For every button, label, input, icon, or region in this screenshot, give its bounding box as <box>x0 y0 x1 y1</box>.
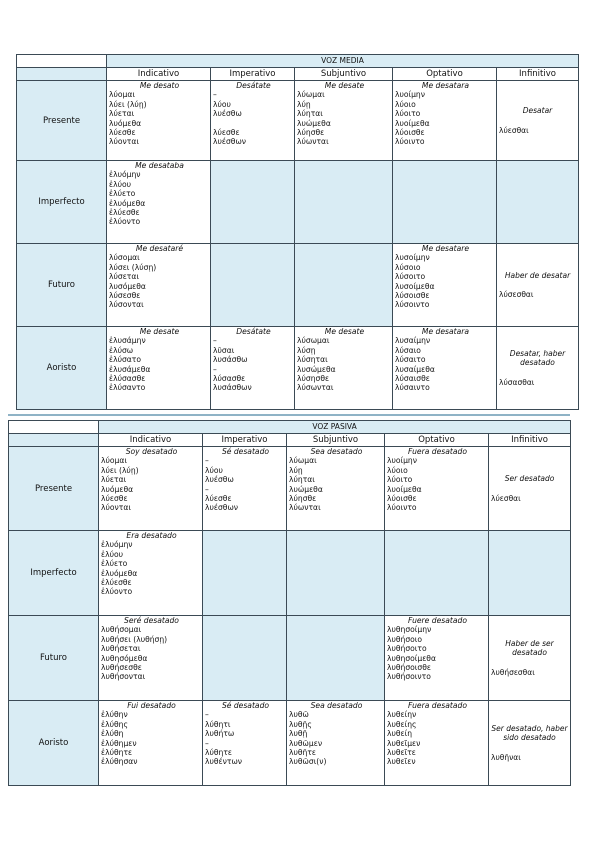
verb-form: ἐλύσαντο <box>109 383 146 393</box>
verb-form: λυσάσθων <box>213 383 252 393</box>
gloss-text: Me desate <box>139 327 180 336</box>
gloss-text: Me desatare <box>421 244 470 253</box>
infinitivo-form: λύσασθαι <box>499 377 535 387</box>
verb-form: λύεσθε <box>101 494 128 504</box>
gloss-text: Fuera desatado <box>408 701 467 710</box>
verb-form: λύωνται <box>289 503 321 513</box>
infinitivo-form: λύσεσθαι <box>499 290 534 299</box>
verb-form: λύῃ <box>289 465 303 475</box>
tense-label: Presente <box>9 447 99 531</box>
verb-form: λυσόμεθα <box>109 281 146 291</box>
verb-form: λυθήσεται <box>101 644 141 654</box>
verb-form: λυθήτω <box>205 729 235 739</box>
verb-form: ἐλύσω <box>109 345 134 355</box>
conjugation-row <box>17 244 579 327</box>
verb-form: λυέσθων <box>205 503 239 513</box>
subjuntivo-empty-cell <box>287 531 385 616</box>
verb-form: λυθήσοιντο <box>387 672 431 682</box>
verb-form: λύοιο <box>395 99 416 109</box>
verb-form: λυθέντων <box>205 757 243 767</box>
col-header-indicativo: Indicativo <box>99 434 203 447</box>
verb-form: λυθήσει (λυθήσῃ) <box>101 634 168 644</box>
verb-form: λυθῶ <box>289 710 309 720</box>
verb-form: λυθήσοιο <box>387 634 423 644</box>
verb-form: λύωμαι <box>289 456 317 466</box>
verb-form: λῦσαι <box>213 345 235 355</box>
imperativo-cell <box>211 81 295 161</box>
verb-form: λυθήσοιτο <box>387 644 427 654</box>
optativo-cell <box>385 447 489 531</box>
verb-form: λύοιτο <box>387 475 413 485</box>
optativo-cell <box>393 327 497 410</box>
col-header-optativo: Optativo <box>393 68 497 81</box>
verb-form: λυσώμεθα <box>297 364 336 374</box>
gloss-text: Sé desatado <box>221 701 270 710</box>
col-header-indicativo: Indicativo <box>107 68 211 81</box>
verb-form: λυθείη <box>387 729 413 739</box>
subjuntivo-empty-cell <box>287 616 385 701</box>
verb-form: λύσει (λύσῃ) <box>109 262 157 272</box>
verb-form: λυθήσονται <box>101 672 146 682</box>
verb-form: ἐλυόμεθα <box>109 198 146 208</box>
verb-form: ἐλύσασθε <box>109 374 146 384</box>
gloss-text: Fuere desatado <box>408 616 467 625</box>
col-header-subjuntivo: Subjuntivo <box>287 434 385 447</box>
verb-form: λύσησθε <box>297 374 330 384</box>
verb-form: λύονται <box>101 503 131 513</box>
infinitivo-gloss: Ser desatado, haber sido desatado <box>491 723 568 743</box>
infinitivo-cell <box>497 327 579 410</box>
indicativo-cell <box>107 244 211 327</box>
verb-form: λύσοιο <box>395 262 421 272</box>
verb-form: ἐλύου <box>101 549 124 559</box>
verb-form: λύου <box>213 99 231 109</box>
indicativo-cell <box>107 161 211 244</box>
verb-form: λύθητι <box>205 719 231 729</box>
verb-form: λύθητε <box>205 748 233 758</box>
indicativo-cell <box>99 701 203 786</box>
subjuntivo-empty-cell <box>295 161 393 244</box>
voz-media-table <box>16 54 579 410</box>
infinitivo-cell <box>497 81 579 161</box>
verb-form: λύοιντο <box>395 137 425 147</box>
infinitivo-form: λυθῆναι <box>491 752 521 762</box>
section-divider <box>8 414 570 416</box>
tense-label: Imperfecto <box>17 161 107 244</box>
conjugation-row <box>17 327 579 410</box>
gloss-text: Soy desatado <box>125 447 178 456</box>
gloss-text: Sea desatado <box>310 447 363 456</box>
verb-form: λυοίμην <box>395 90 425 100</box>
verb-form: λυέσθω <box>205 475 234 485</box>
verb-form: ἐλύθητε <box>101 748 133 758</box>
gloss-text: Me desate <box>324 81 365 90</box>
imperativo-cell <box>211 327 295 410</box>
verb-form: λύῃ <box>297 99 311 109</box>
verb-form <box>213 119 294 128</box>
col-header-subjuntivo: Subjuntivo <box>295 68 393 81</box>
verb-form: λυθεῖμεν <box>387 738 421 748</box>
verb-form: λύσεται <box>109 272 139 282</box>
verb-form: λύηται <box>289 475 315 485</box>
verb-form: ἐλύοντο <box>101 587 133 597</box>
verb-form: ἐλύετο <box>101 559 128 569</box>
col-header-infinitivo: Infinitivo <box>497 68 579 81</box>
verb-form: λύει (λύῃ) <box>101 465 139 475</box>
conjugation-row <box>9 531 571 616</box>
verb-form: λυσάσθω <box>213 355 248 365</box>
verb-form: ἐλύσατο <box>109 355 142 365</box>
verb-form: λύει (λύῃ) <box>109 99 147 109</box>
infinitivo-cell <box>489 701 571 786</box>
verb-form: ἐλύθην <box>101 710 128 720</box>
indicativo-cell <box>107 81 211 161</box>
verb-form: λυθῇ <box>289 729 308 739</box>
gloss-text: Me desataré <box>135 244 184 253</box>
gloss-text: Desátate <box>236 81 271 90</box>
optativo-cell <box>385 701 489 786</box>
gloss-text: Desátate <box>236 327 271 336</box>
tense-label: Futuro <box>9 616 99 701</box>
verb-form: ἐλύθημεν <box>101 738 137 748</box>
verb-form: λυθείην <box>387 710 417 720</box>
gloss-text: Sé desatado <box>221 447 270 456</box>
verb-form: λύσονται <box>109 300 144 310</box>
imperativo-empty-cell <box>211 161 295 244</box>
verb-form: – <box>205 710 209 720</box>
verb-form: λύσοισθε <box>395 291 430 301</box>
verb-form: λυθήσοισθε <box>387 663 431 673</box>
col-header-infinitivo: Infinitivo <box>489 434 571 447</box>
verb-form: λυοίμην <box>387 456 417 466</box>
voz-pasiva-table <box>8 420 571 786</box>
verb-form: λυσοίμην <box>395 253 430 263</box>
imperativo-empty-cell <box>203 531 287 616</box>
verb-form: λύου <box>205 465 223 475</box>
verb-form: λυθῶμεν <box>289 738 323 748</box>
indicativo-cell <box>107 327 211 410</box>
optativo-cell <box>385 616 489 701</box>
gloss-text: Sea desatado <box>310 701 363 710</box>
verb-form: λυθῇς <box>289 719 312 729</box>
verb-form: λύεσθε <box>213 128 240 138</box>
imperativo-cell <box>203 701 287 786</box>
verb-form: – <box>205 738 209 748</box>
infinitivo-cell <box>489 447 571 531</box>
infinitivo-cell <box>489 616 571 701</box>
verb-form: λύσωμαι <box>297 336 330 346</box>
infinitivo-gloss: Desatar, haber desatado <box>509 348 566 368</box>
verb-form: λυσαίμεθα <box>395 364 435 374</box>
verb-form: ἐλύθησαν <box>101 757 138 767</box>
gloss-text: Me desatara <box>421 81 470 90</box>
conjugation-row <box>9 701 571 786</box>
verb-form: λυσαίμην <box>395 336 431 346</box>
verb-form: λύονται <box>109 137 139 147</box>
verb-form: λύεσθε <box>109 128 136 138</box>
verb-form: λυώμεθα <box>297 118 331 128</box>
verb-form: ἐλυόμεθα <box>101 568 138 578</box>
verb-form: ἐλύου <box>109 179 132 189</box>
verb-form: λυθεῖτε <box>387 748 416 758</box>
optativo-cell <box>393 81 497 161</box>
col-header-imperativo: Imperativo <box>211 68 295 81</box>
optativo-empty-cell <box>393 161 497 244</box>
subjuntivo-cell <box>295 81 393 161</box>
verb-form: λύοισθε <box>395 128 425 138</box>
verb-form: λύοιντο <box>387 503 417 513</box>
verb-form: λυθεῖεν <box>387 757 416 767</box>
verb-form: λυθῶσι(ν) <box>289 757 327 767</box>
verb-form: λύησθε <box>297 128 325 138</box>
tense-label: Futuro <box>17 244 107 327</box>
verb-form: ἐλύθης <box>101 719 128 729</box>
verb-form: λύησθε <box>289 494 317 504</box>
verb-form: – <box>213 364 217 374</box>
conjugation-row <box>9 616 571 701</box>
verb-form: λύωνται <box>297 137 329 147</box>
verb-form: λυθησοίμην <box>387 625 432 635</box>
tense-label: Imperfecto <box>9 531 99 616</box>
optativo-empty-cell <box>385 531 489 616</box>
infinitivo-cell <box>497 244 579 327</box>
infinitivo-gloss: Haber de ser desatado <box>505 638 554 658</box>
verb-form: ἐλυσάμεθα <box>109 364 151 374</box>
verb-form: λύοιο <box>387 465 408 475</box>
verb-form: – <box>205 456 209 466</box>
verb-form: λυοίμεθα <box>395 118 430 128</box>
verb-form: λυέσθω <box>213 109 242 119</box>
verb-form: λύσῃ <box>297 345 316 355</box>
verb-form: λυώμεθα <box>289 484 323 494</box>
verb-form: λύσομαι <box>109 253 140 263</box>
verb-form: – <box>213 90 217 100</box>
verb-form: λύεται <box>109 109 135 119</box>
row-header-corner <box>17 68 107 81</box>
verb-form: λυθείης <box>387 719 417 729</box>
subjuntivo-cell <box>295 327 393 410</box>
col-header-optativo: Optativo <box>385 434 489 447</box>
verb-form: λύσαιτο <box>395 355 426 365</box>
subjuntivo-cell <box>287 701 385 786</box>
row-header-corner <box>9 434 99 447</box>
infinitivo-form: λύεσθαι <box>499 125 529 135</box>
verb-form: λυσοίμεθα <box>395 281 435 291</box>
tense-label: Presente <box>17 81 107 161</box>
gloss-text: Me desato <box>139 81 180 90</box>
imperativo-empty-cell <box>203 616 287 701</box>
voz-pasiva-title: VOZ PASIVA <box>99 421 571 434</box>
verb-form: – <box>205 484 209 494</box>
verb-form: ἐλυόμην <box>109 170 141 180</box>
infinitivo-empty-cell <box>489 531 571 616</box>
verb-form: ἐλύεσθε <box>101 578 132 588</box>
verb-form: λύσοιτο <box>395 272 426 282</box>
imperativo-empty-cell <box>211 244 295 327</box>
tense-label: Aoristo <box>9 701 99 786</box>
verb-form: λυόμεθα <box>101 484 134 494</box>
gloss-text: Me desate <box>324 327 365 336</box>
conjugation-row <box>17 81 579 161</box>
indicativo-cell <box>99 531 203 616</box>
voz-media-title: VOZ MEDIA <box>107 55 579 68</box>
infinitivo-gloss: Haber de desatar <box>504 270 571 280</box>
verb-form: λύεται <box>101 475 127 485</box>
infinitivo-empty-cell <box>497 161 579 244</box>
table-corner <box>17 55 107 68</box>
indicativo-cell <box>99 616 203 701</box>
verb-form: ἐλύετο <box>109 189 136 199</box>
verb-form: λυέσθων <box>213 137 247 147</box>
verb-form: λύσασθε <box>213 374 246 384</box>
verb-form: λύομαι <box>109 90 135 100</box>
verb-form: λύηται <box>297 109 323 119</box>
verb-form: λύομαι <box>101 456 127 466</box>
verb-form: λυθησοίμεθα <box>387 653 436 663</box>
tense-label: Aoristo <box>17 327 107 410</box>
gloss-text: Seré desatado <box>124 616 179 625</box>
verb-form: λύοιτο <box>395 109 421 119</box>
verb-form: λυθῆτε <box>289 748 317 758</box>
gloss-text: Fuera desatado <box>408 447 467 456</box>
imperativo-cell <box>203 447 287 531</box>
verb-form: ἐλύθη <box>101 729 124 739</box>
verb-form: λύσαιντο <box>395 383 430 393</box>
conjugation-row <box>17 161 579 244</box>
subjuntivo-cell <box>287 447 385 531</box>
verb-form: λύσωνται <box>297 383 334 393</box>
verb-form: λυόμεθα <box>109 118 142 128</box>
infinitivo-form: λυθήσεσθαι <box>491 667 535 677</box>
verb-form: λυθήσομαι <box>101 625 142 635</box>
verb-form: λύοισθε <box>387 494 417 504</box>
gloss-text: Me desataba <box>135 161 184 170</box>
verb-form: λυθησόμεθα <box>101 653 148 663</box>
gloss-text: Era desatado <box>126 531 177 540</box>
indicativo-cell <box>99 447 203 531</box>
table-corner <box>9 421 99 434</box>
verb-form: λύεσθε <box>205 494 232 504</box>
gloss-text: Me desatara <box>421 327 470 336</box>
col-header-imperativo: Imperativo <box>203 434 287 447</box>
verb-form: ἐλυόμην <box>101 540 133 550</box>
verb-form: ἐλύοντο <box>109 217 141 227</box>
verb-form: λύωμαι <box>297 90 325 100</box>
conjugation-row <box>9 447 571 531</box>
infinitivo-gloss: Ser desatado <box>504 474 555 483</box>
verb-form: – <box>213 336 217 346</box>
verb-form: λύσαιο <box>395 345 421 355</box>
subjuntivo-empty-cell <box>295 244 393 327</box>
infinitivo-form: λύεσθαι <box>491 493 521 503</box>
infinitivo-gloss: Desatar <box>522 106 553 115</box>
optativo-cell <box>393 244 497 327</box>
gloss-text: Fui desatado <box>127 701 176 710</box>
verb-form: ἐλύεσθε <box>109 208 140 218</box>
verb-form: ἐλυσάμην <box>109 336 146 346</box>
verb-form: λύσαισθε <box>395 374 430 384</box>
verb-form: λυοίμεθα <box>387 484 422 494</box>
verb-form: λύσηται <box>297 355 328 365</box>
verb-form: λύσεσθε <box>109 291 141 301</box>
verb-form: λύσοιντο <box>395 300 430 310</box>
verb-form: λυθήσεσθε <box>101 663 142 673</box>
